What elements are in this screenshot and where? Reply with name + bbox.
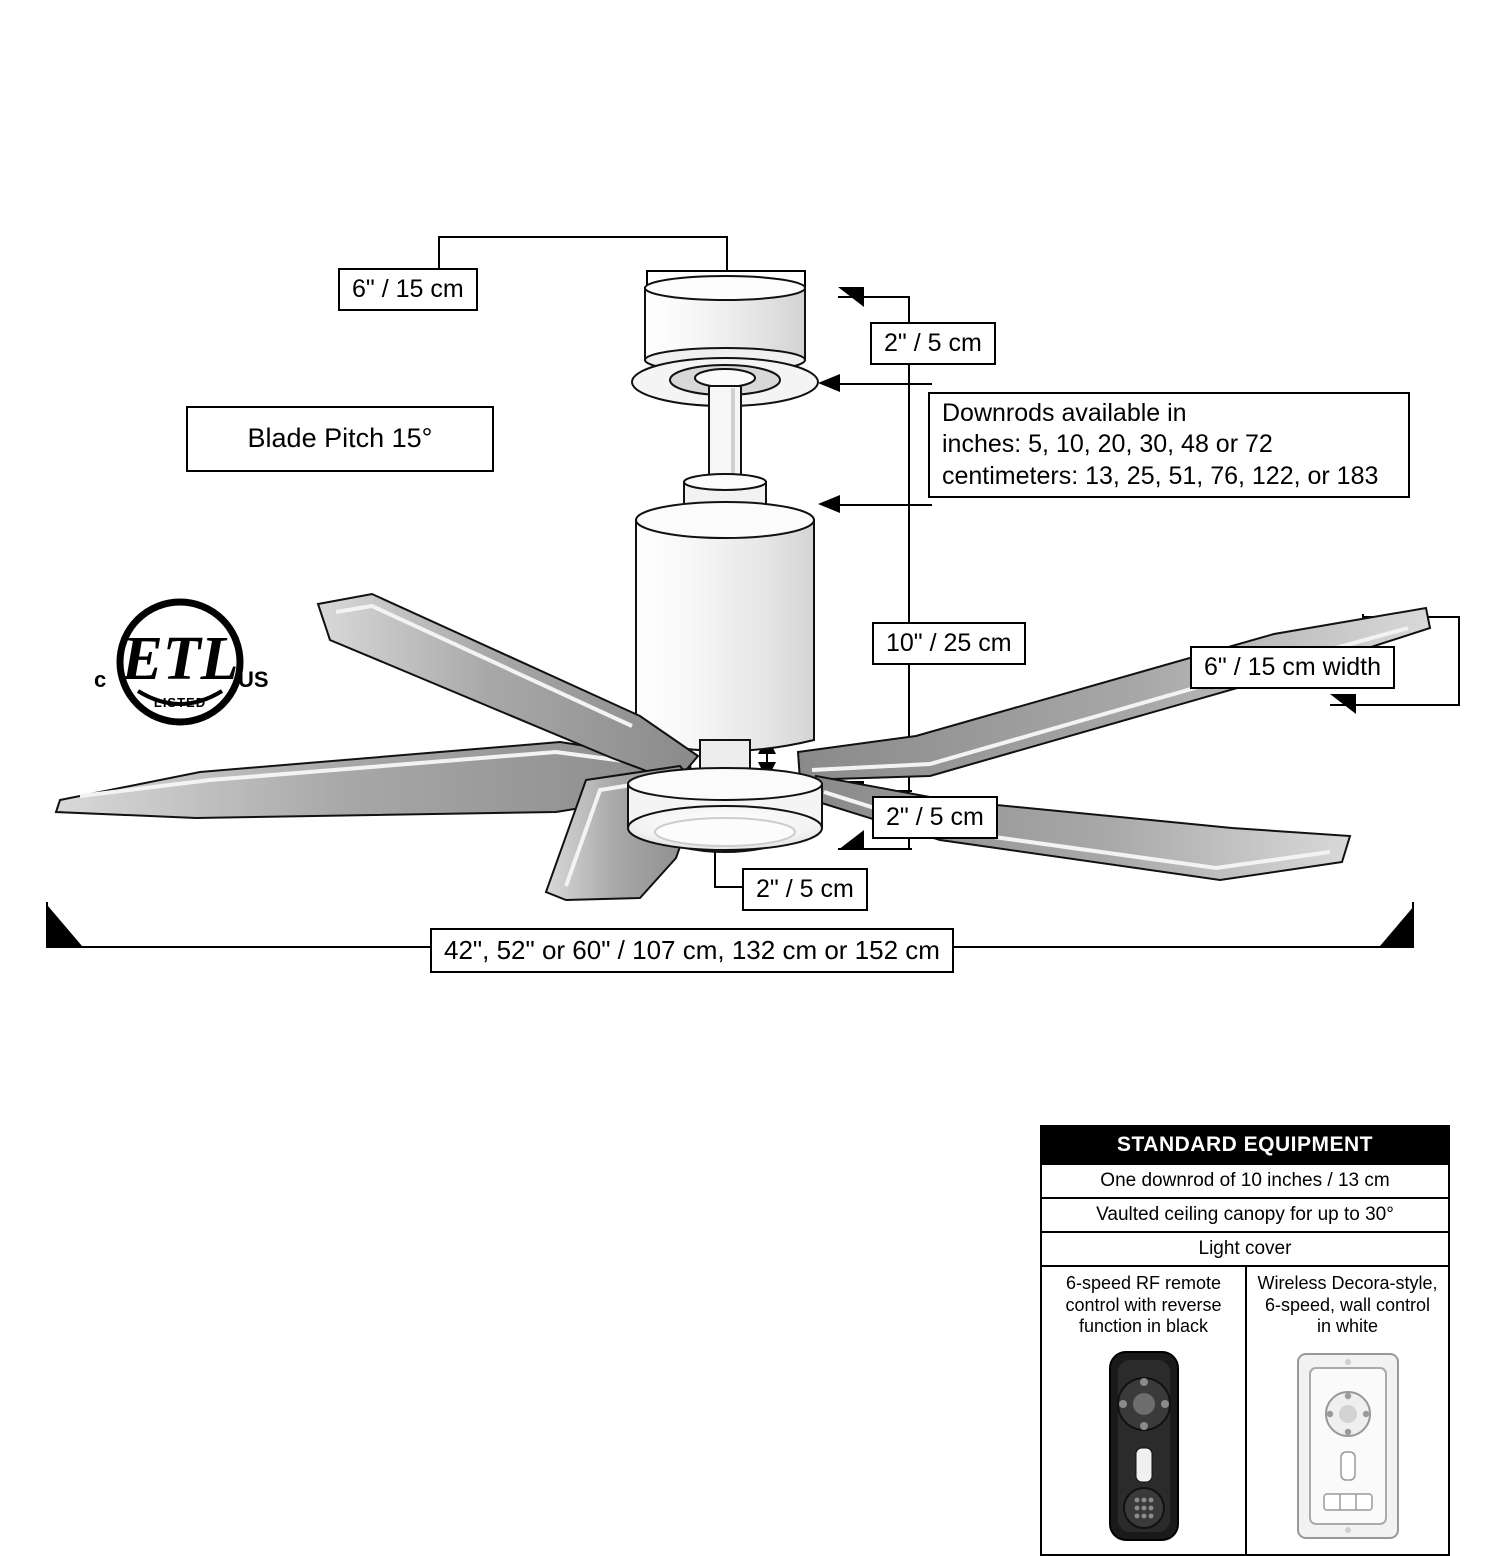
callout-blade-thickness: 2" / 5 cm	[742, 868, 868, 911]
callout-canopy-height: 2" / 5 cm	[870, 322, 996, 365]
equipment-row-downrod: One downrod of 10 inches / 13 cm	[1042, 1163, 1448, 1197]
equipment-row-light-cover: Light cover	[1042, 1231, 1448, 1265]
fan-motor-housing	[636, 502, 814, 770]
remote-caption-line-1: 6-speed RF remote	[1065, 1273, 1222, 1293]
callout-blade-pitch: Blade Pitch 15°	[186, 406, 494, 472]
svg-text:US: US	[238, 667, 269, 692]
equipment-col-remote	[1042, 1267, 1245, 1554]
wall-control-white-icon	[1284, 1348, 1412, 1544]
svg-text:c: c	[94, 667, 107, 692]
fan-downrod	[709, 386, 741, 482]
svg-text:ETL: ETL	[121, 625, 239, 693]
wall-caption-line-1: Wireless Decora-style,	[1257, 1273, 1438, 1293]
wall-caption-line-3: in white	[1316, 1316, 1379, 1337]
equipment-row-canopy: Vaulted ceiling canopy for up to 30°	[1042, 1197, 1448, 1231]
etl-certification-logo	[80, 595, 280, 730]
callout-overall-sweep: 42", 52" or 60" / 107 cm, 132 cm or 152 cm	[430, 928, 954, 973]
wall-caption-line-2: 6-speed, wall control	[1264, 1294, 1431, 1315]
svg-text:LISTED: LISTED	[153, 695, 207, 710]
remote-caption-line-3: function in black	[1078, 1316, 1209, 1337]
downrods-line-1: Downrods available in	[942, 399, 1187, 427]
callout-downrods	[928, 392, 1410, 498]
standard-equipment-table	[1040, 1125, 1450, 1556]
callout-motor-height: 10" / 25 cm	[872, 622, 1026, 665]
downrods-line-2: inches: 5, 10, 20, 30, 48 or 72	[942, 430, 1273, 459]
remote-caption-line-2: control with reverse	[1065, 1294, 1222, 1315]
remote-control-black-icon	[1092, 1348, 1196, 1544]
fan-light-kit	[628, 768, 822, 852]
equipment-header: STANDARD EQUIPMENT	[1042, 1127, 1448, 1163]
equipment-col-wall-control	[1245, 1267, 1448, 1554]
callout-light-height: 2" / 5 cm	[872, 796, 998, 839]
downrods-line-3: centimeters: 13, 25, 51, 76, 122, or 183	[942, 461, 1379, 490]
callout-canopy-width: 6" / 15 cm	[338, 268, 478, 311]
callout-blade-width: 6" / 15 cm width	[1190, 646, 1395, 689]
